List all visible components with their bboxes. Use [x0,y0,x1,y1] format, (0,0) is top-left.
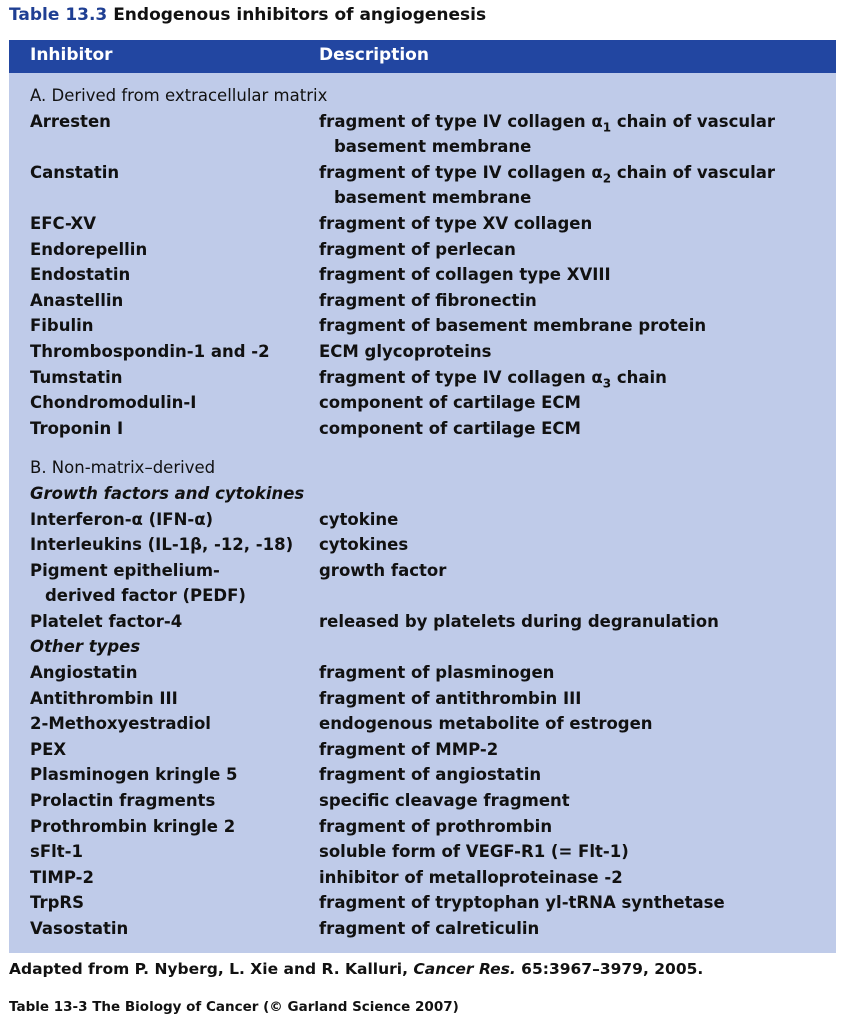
table-row [9,839,836,865]
subscript: 2 [602,171,612,186]
table-row [9,737,836,763]
inhibitor-name: Endorepellin [30,239,148,259]
inhibitor-name: EFC-XV [30,213,97,233]
inhibitor-name: sFlt-1 [30,842,83,862]
header-inhibitor: Inhibitor [30,45,113,65]
credit-authors: Adapted from P. Nyberg, L. Xie and R. Kalluri, [9,960,408,978]
table-row [9,558,836,609]
table-row [9,660,836,686]
description: fragment of calreticulin [319,919,540,938]
description: fragment of perlecan [319,239,516,259]
inhibitor-name: Canstatin [30,162,120,182]
description: cytokine [319,509,399,529]
description: fragment of antithrombin III [319,688,582,708]
description: fragment of prothrombin [319,816,553,836]
desc-line2: basement membrane [334,188,532,208]
description: component of cartilage ECM [319,418,581,438]
inhibitor-name: PEX [30,739,67,759]
description: fragment of plasminogen [319,663,555,683]
growth-factors-heading: Growth factors and cytokines [30,483,305,503]
description: growth factor [319,560,447,580]
table-row [9,211,836,237]
inhibitor-name: Interleukins (IL-1β, -12, -18) [30,535,294,555]
inhibitor-name: Tumstatin [30,367,123,387]
header-description: Description [319,45,429,65]
desc-text: fragment of type IV collagen α [319,111,603,131]
section-spacer [9,441,836,455]
inhibitor-name: Thrombospondin-1 and -2 [30,341,270,361]
table-row [9,288,836,314]
table-row [9,237,836,263]
inhibitors-table [9,40,836,953]
credit-journal: Cancer Res. [413,960,516,978]
inhibitor-name: Platelet factor-4 [30,611,183,631]
inhibitor-name [30,558,246,606]
inhibitor-name: Angiostatin [30,663,138,683]
table-header [9,40,836,73]
desc-text: chain [611,367,667,387]
inhibitor-name: Plasminogen kringle 5 [30,765,238,785]
description: soluble form of VEGF-R1 (= Flt-1) [319,842,629,862]
inhibitor-name: Prolactin fragments [30,791,216,811]
table-row [9,609,836,635]
inhibitor-name: Endostatin [30,265,131,285]
credit-citation: 65:3967–3979, 2005. [521,960,704,978]
description: specific cleavage fragment [319,791,570,811]
subsection-heading [9,634,836,660]
table-row [9,762,836,788]
section-heading [9,455,836,481]
description: fragment of collagen type XVIII [319,265,611,285]
table-row [9,788,836,814]
desc-text: chain of vascular [611,162,776,182]
subscript: 3 [602,375,612,390]
description: ECM glycoproteins [319,341,492,361]
desc-text: fragment of type IV collagen α [319,367,603,387]
inhibitor-name: Vasostatin [30,919,129,938]
section-heading [9,83,836,109]
inhibitor-name: TrpRS [30,893,84,913]
desc-text: fragment of type IV collagen α [319,162,603,182]
inhibitor-name: Anastellin [30,290,124,310]
table-row [9,814,836,840]
description: fragment of basement membrane protein [319,316,707,336]
table-row [9,262,836,288]
desc-line2: basement membrane [334,137,532,157]
table-row [9,865,836,891]
subsection-heading [9,481,836,507]
table-row [9,711,836,737]
inhibitor-name: Antithrombin III [30,688,178,708]
table-row [9,916,836,942]
description: fragment of type XV collagen [319,213,593,233]
table-row [9,507,836,533]
description: released by platelets during degranulation [319,611,719,631]
table-row [9,532,836,558]
subscript: 1 [602,119,612,134]
section-b-heading: B. Non-matrix–derived [30,458,216,478]
description: fragment of angiostatin [319,765,542,785]
inhibitor-name: Fibulin [30,316,94,336]
table-row [9,890,836,916]
desc-text: chain of vascular [611,111,776,131]
source-credit [9,960,703,978]
description: fragment of fibronectin [319,290,537,310]
table-row [9,339,836,365]
description: fragment of MMP-2 [319,739,499,759]
figure-caption: Table 13-3 The Biology of Cancer (© Garland Science 2007) [9,999,459,1015]
description: component of cartilage ECM [319,393,581,413]
table-row [9,313,836,339]
description [319,365,667,391]
inhibitor-line1: Pigment epithelium- [30,560,220,580]
description: cytokines [319,535,409,555]
inhibitor-name: Prothrombin kringle 2 [30,816,236,836]
other-types-heading: Other types [30,637,141,657]
inhibitor-line2: derived factor (PEDF) [45,586,246,606]
table-row [9,160,836,211]
inhibitor-name: Troponin I [30,418,124,438]
description [319,160,776,208]
inhibitor-name: Chondromodulin-I [30,393,197,413]
inhibitor-name: TIMP-2 [30,867,94,887]
table-row [9,365,836,391]
inhibitor-name: Arresten [30,111,111,131]
description: endogenous metabolite of estrogen [319,714,653,734]
table-number: Table 13.3 [9,5,108,25]
section-a-heading: A. Derived from extracellular matrix [30,86,328,105]
table-row [9,686,836,712]
table-body [9,83,836,942]
table-row [9,416,836,442]
inhibitor-name: Interferon-α (IFN-α) [30,509,214,529]
description: fragment of tryptophan yl-tRNA synthetase [319,893,725,913]
table-row [9,390,836,416]
table-title-text: Endogenous inhibitors of angiogenesis [113,5,487,25]
inhibitor-name: 2-Methoxyestradiol [30,714,211,734]
table-row [9,109,836,160]
table-title [9,5,486,25]
description [319,109,776,157]
description: inhibitor of metalloproteinase -2 [319,867,623,887]
